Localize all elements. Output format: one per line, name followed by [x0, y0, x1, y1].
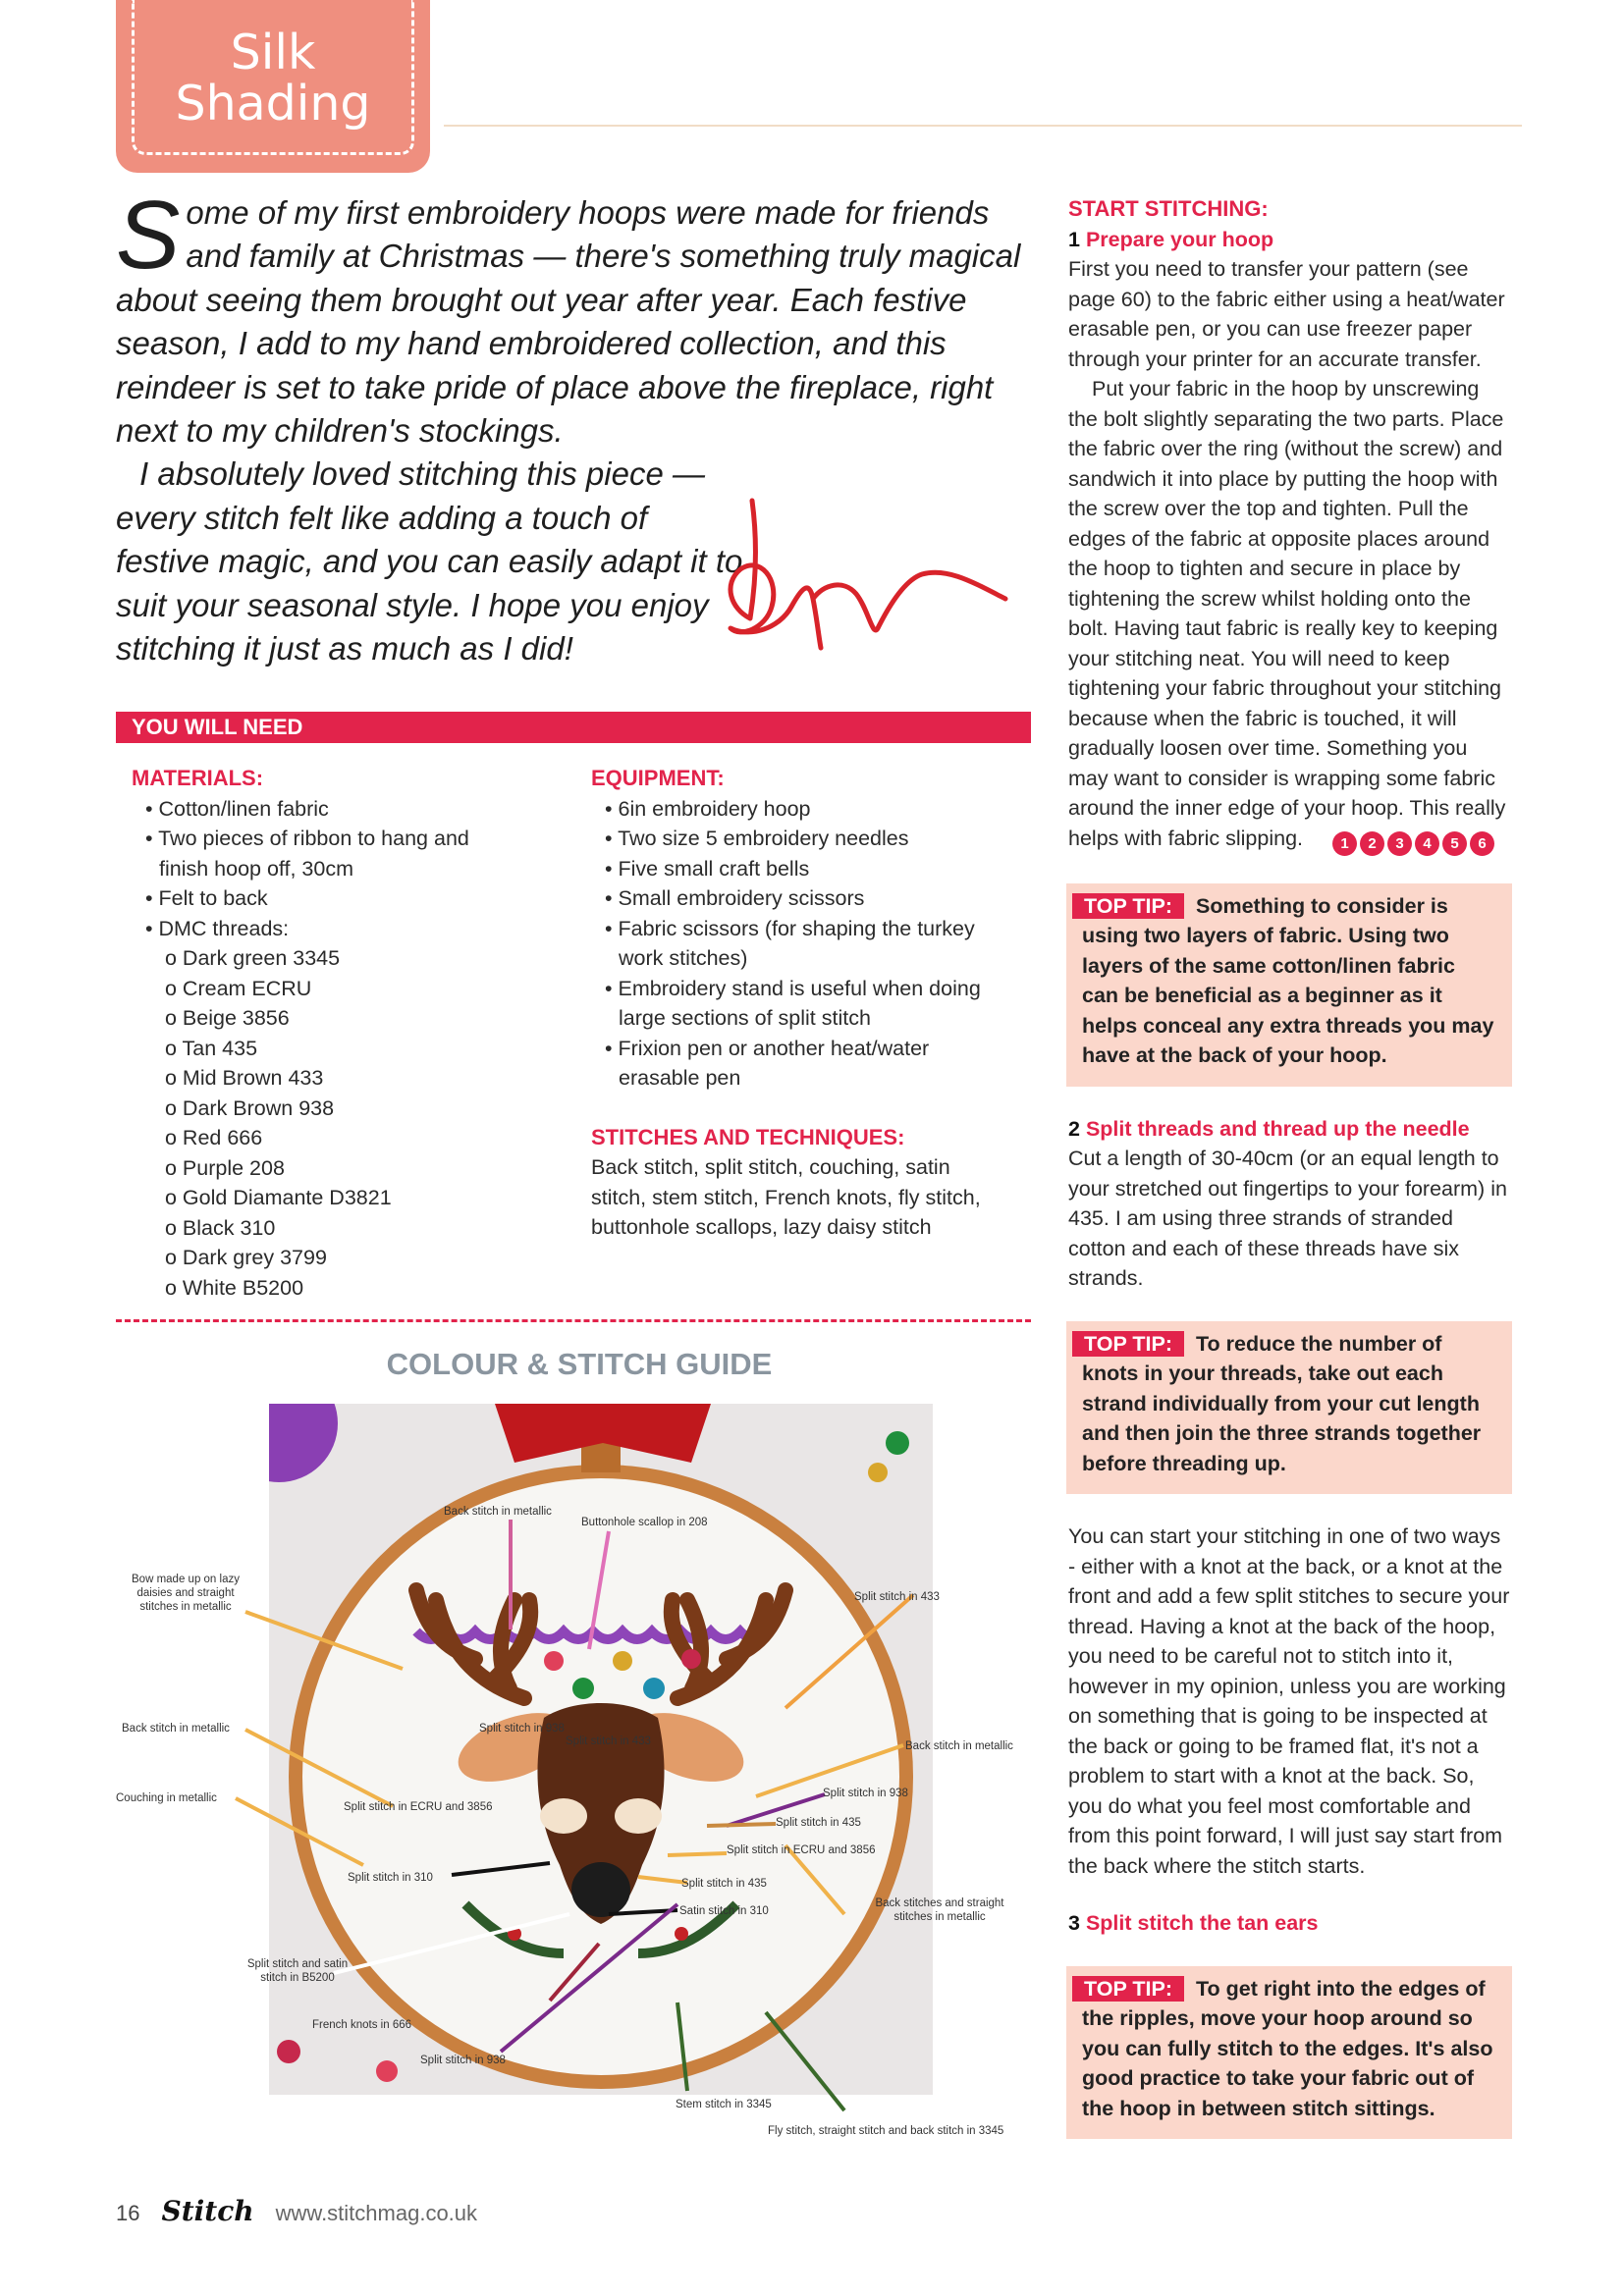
- list-item: • Felt to back: [145, 886, 268, 910]
- materials-heading: MATERIALS:: [132, 766, 264, 790]
- step-photo-markers: [1309, 824, 1497, 856]
- step-2-paragraph-2: You can start your stitching in one of two ways - either with a knot at the back, or a knot at the front and add a few split stitches to secure your thread. Having a knot at the back of the hoop, you need to be careful not to stitch into it, however in my opinion, unless you are working on something that is going to be inspected at the back or going to be framed flat, it's not a problem to start with a knot at the back. So, you do what you feel most comfortable and from this point forward, I will just say start from the back where the stitch starts.: [1068, 1524, 1510, 1878]
- start-heading: START STITCHING:: [1068, 196, 1269, 221]
- list-item: • Frixion pen or another heat/water erasable pen: [605, 1036, 930, 1090]
- list-item: • Two size 5 embroidery needles: [605, 827, 909, 850]
- thread-item: o Beige 3856: [165, 1006, 290, 1030]
- thread-item: o Dark Brown 938: [165, 1095, 335, 1120]
- list-item: • 6in embroidery hoop: [605, 796, 811, 821]
- label-back-straight-metallic: Back stitches and straight stitches in metallic: [875, 1897, 1004, 1923]
- step-1-paragraph-1: First you need to transfer your pattern (see page 60) to the fabric either using a heat/water erasable pen, or you can use freezer paper through your printer for an accurate transfer.: [1068, 257, 1505, 371]
- marker-3: 3: [1387, 831, 1412, 856]
- guide-title: COLOUR & STITCH GUIDE: [386, 1347, 773, 1381]
- step-1-paragraph-2: Put your fabric in the hoop by unscrewing the bolt slightly separating the two parts. Place the fabric over the ring (without the screw) and sandwich it into place by putting the hoop with the screw over the top and tighten. Pull the edges of the fabric at opposite places around the hoop to tighten and secure in place by tightening the screw whilst holding onto the bolt. Having taut fabric is really key to keeping your stitching neat. You will need to keep tightening your fabric throughout your stitching because when the fabric is touched, it will gradually loosen over time. Something you may want to consider is wrapping some fabric around the inner edge of your hoop. This really helps with fabric slipping. 1 2 3 4 5 6: [1068, 374, 1510, 856]
- thread-item: o White B5200: [165, 1275, 304, 1300]
- intro-paragraph-1: Some of my first embroidery hoops were made for friends and family at Christmas — there's something truly magical about seeing them brought out year after year. Each festive season, I add to my hand embroidered collection, and this reindeer is set to take pride of place above the fireplace, right next to my children's stockings.: [116, 181, 1021, 450]
- label-back-metallic-left: Back stitch in metallic: [122, 1723, 230, 1735]
- section-title: [116, 27, 430, 130]
- thread-item: o Dark grey 3799: [165, 1246, 327, 1269]
- label-split-433-b: Split stitch in 433: [566, 1735, 651, 1747]
- materials-column: [132, 764, 524, 1303]
- list-item: • Embroidery stand is useful when doing large sections of split stitch: [605, 976, 981, 1030]
- list-item: • Small embroidery scissors: [605, 886, 865, 910]
- you-will-need-bar: YOU WILL NEED: [116, 712, 1031, 743]
- label-split-ecru-3856-right: Split stitch in ECRU and 3856: [727, 1844, 876, 1856]
- magazine-logo: Stitch: [161, 2195, 254, 2227]
- stitches-section: [591, 1123, 1003, 1243]
- list-item: • DMC threads:: [145, 916, 290, 940]
- label-split-938-b: Split stitch in 938: [823, 1788, 908, 1799]
- section-tab: [116, 0, 430, 173]
- thread-item: o Purple 208: [165, 1155, 285, 1180]
- equipment-column: [591, 764, 1003, 1243]
- top-tip-3: TOP TIP: To get right into the edges of the ripples, move your hoop around so you can fully stitch to the edges. It's also good practice to take your fabric out of the hoop in between stitch sittings.: [1066, 1966, 1512, 2140]
- step-3-heading: 3 Split stitch the tan ears: [1068, 1911, 1319, 1935]
- marker-4: 4: [1415, 831, 1439, 856]
- page-number: 16: [116, 2201, 140, 2225]
- label-split-310: Split stitch in 310: [348, 1872, 433, 1884]
- label-back-metallic-top: Back stitch in metallic: [444, 1506, 552, 1518]
- top-tip-1: TOP TIP: Something to consider is using two layers of fabric. Using two layers of the same cotton/linen fabric can be beneficial as a beginner as it helps conceal any extra threads you may have at the back of your hoop.: [1066, 883, 1512, 1087]
- marker-5: 5: [1442, 831, 1467, 856]
- label-fly-3345: Fly stitch, straight stitch and back stitch in 3345: [768, 2125, 1004, 2137]
- list-item: • Fabric scissors (for shaping the turkey work stitches): [605, 916, 975, 970]
- marker-6: 6: [1470, 831, 1494, 856]
- header-rule: [444, 125, 1522, 127]
- top-tip-2: TOP TIP: To reduce the number of knots in your threads, take out each strand individually from your cut length and then join the three strands together before threading up.: [1066, 1321, 1512, 1495]
- label-split-satin-b5200: Split stitch and satin stitch in B5200: [246, 1958, 349, 1984]
- section-title-line2: Shading: [175, 76, 371, 132]
- thread-item: o Cream ECRU: [165, 976, 312, 1000]
- label-split-938-a: Split stitch in 938: [479, 1723, 565, 1735]
- equipment-heading: EQUIPMENT:: [591, 766, 725, 790]
- intro-paragraph-2: I absolutely loved stitching this piece — every stitch felt like adding a touch of festive magic, and you can easily adapt it to suit your seasonal style. I hope you enjoy stitching it just as much as I did!: [116, 455, 743, 667]
- label-split-938-c: Split stitch in 938: [420, 2055, 506, 2066]
- label-split-435-b: Split stitch in 435: [681, 1878, 767, 1890]
- thread-item: o Tan 435: [165, 1036, 258, 1060]
- thread-item: o Gold Diamante D3821: [165, 1186, 392, 1209]
- drop-cap: S: [116, 181, 181, 289]
- label-bow: Bow made up on lazy daisies and straight stitches in metallic: [132, 1574, 240, 1613]
- website-url: www.stitchmag.co.uk: [275, 2201, 478, 2225]
- label-buttonhole: Buttonhole scallop in 208: [581, 1517, 708, 1528]
- equipment-list: [591, 794, 1003, 1094]
- label-back-metallic-right: Back stitch in metallic: [905, 1740, 1013, 1752]
- instructions-column: [1068, 194, 1510, 2166]
- thread-item: o Black 310: [165, 1215, 276, 1240]
- tip-badge: TOP TIP:: [1072, 893, 1184, 919]
- page-footer: [116, 2195, 477, 2227]
- tip-badge: TOP TIP:: [1072, 1976, 1184, 2002]
- tip-badge: TOP TIP:: [1072, 1331, 1184, 1357]
- list-item: • Two pieces of ribbon to hang and finish hoop off, 30cm: [145, 827, 469, 881]
- dashed-divider: [116, 1319, 1031, 1322]
- label-split-433: Split stitch in 433: [854, 1591, 940, 1603]
- label-split-ecru-3856-left: Split stitch in ECRU and 3856: [344, 1801, 493, 1813]
- label-stem-3345: Stem stitch in 3345: [676, 2099, 772, 2110]
- stitches-text: Back stitch, split stitch, couching, satin stitch, stem stitch, French knots, fly stitch, buttonhole scallops, lazy daisy stitch: [591, 1155, 981, 1239]
- label-french-knots: French knots in 666: [312, 2019, 412, 2031]
- signature-image: [711, 491, 1025, 667]
- thread-item: o Red 666: [165, 1126, 263, 1149]
- thread-item: o Mid Brown 433: [165, 1066, 324, 1090]
- marker-2: 2: [1360, 831, 1384, 856]
- marker-1: 1: [1332, 831, 1357, 856]
- step-1-heading: 1 Prepare your hoop: [1068, 227, 1274, 251]
- step-2-heading: 2 Split threads and thread up the needle: [1068, 1116, 1470, 1141]
- materials-list: [132, 794, 524, 1304]
- step-2-paragraph: Cut a length of 30-40cm (or an equal length to your stretched out fingertips to your forearm) in 435. I am using three strands of stranded cotton and each of these threads have six strands.: [1068, 1147, 1507, 1290]
- hoop-photo: [269, 1404, 933, 2095]
- thread-item: o Dark green 3345: [165, 946, 341, 970]
- label-satin-310: Satin stitch in 310: [679, 1905, 769, 1917]
- list-item: • Five small craft bells: [605, 856, 810, 881]
- stitches-heading: STITCHES AND TECHNIQUES:: [591, 1124, 905, 1149]
- label-couching: Couching in metallic: [116, 1792, 217, 1804]
- label-split-435-a: Split stitch in 435: [776, 1817, 861, 1829]
- section-title-line1: Silk: [230, 25, 316, 80]
- list-item: • Cotton/linen fabric: [145, 796, 329, 821]
